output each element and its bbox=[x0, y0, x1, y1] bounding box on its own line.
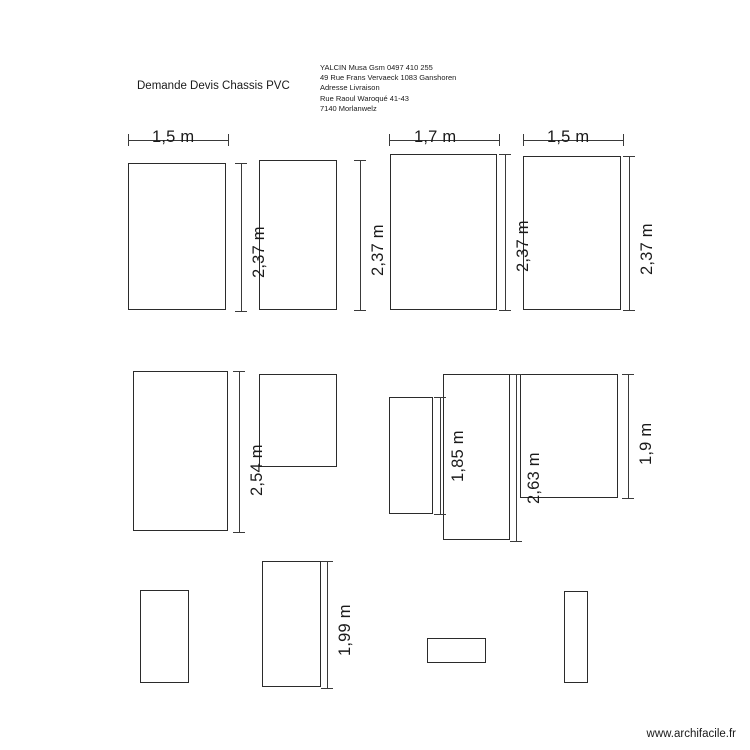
dimension-tick bbox=[622, 374, 634, 375]
dimension-line-v4 bbox=[629, 156, 630, 310]
dimension-label-h1: 1,5 m bbox=[152, 128, 195, 146]
dimension-tick bbox=[235, 163, 247, 164]
dimension-label-v8: 1,9 m bbox=[637, 422, 655, 465]
dimension-line-v2 bbox=[360, 160, 361, 310]
dimension-tick bbox=[523, 134, 524, 146]
contact-block bbox=[320, 63, 456, 114]
dimension-label-v7: 2,63 m bbox=[525, 452, 543, 504]
contact-line-4: Rue Raoul Waroqué 41-43 bbox=[320, 93, 409, 103]
dimension-line-v5 bbox=[239, 371, 240, 532]
page-title: Demande Devis Chassis PVC bbox=[137, 80, 290, 92]
dimension-tick bbox=[434, 514, 446, 515]
dimension-tick bbox=[623, 134, 624, 146]
contact-line-5: 7140 Morlanwelz bbox=[320, 103, 377, 113]
dimension-tick bbox=[354, 160, 366, 161]
dimension-tick bbox=[623, 310, 635, 311]
dimension-tick bbox=[233, 532, 245, 533]
window-shape-w12[interactable] bbox=[427, 638, 486, 663]
dimension-label-v9: 1,99 m bbox=[336, 604, 354, 656]
dimension-tick bbox=[128, 134, 129, 146]
dimension-label-v1: 2,37 m bbox=[250, 226, 268, 278]
window-shape-w6[interactable] bbox=[259, 374, 337, 467]
dimension-tick bbox=[622, 498, 634, 499]
dimension-tick bbox=[499, 154, 511, 155]
window-shape-w7[interactable] bbox=[389, 397, 433, 514]
window-shape-w10[interactable] bbox=[140, 590, 189, 683]
dimension-line-v8 bbox=[628, 374, 629, 498]
window-shape-w13[interactable] bbox=[564, 591, 588, 683]
dimension-tick bbox=[235, 311, 247, 312]
dimension-tick bbox=[499, 310, 511, 311]
dimension-tick bbox=[321, 688, 333, 689]
dimension-tick bbox=[434, 397, 446, 398]
dimension-label-v5: 2,54 m bbox=[248, 444, 266, 496]
dimension-label-v4: 2,37 m bbox=[638, 223, 656, 275]
dimension-line-v1 bbox=[241, 163, 242, 311]
dimension-tick bbox=[499, 134, 500, 146]
dimension-label-v6: 1,85 m bbox=[449, 430, 467, 482]
dimension-tick bbox=[228, 134, 229, 146]
footer-watermark: www.archifacile.fr bbox=[646, 728, 736, 740]
window-shape-w2[interactable] bbox=[259, 160, 337, 310]
dimension-label-v2: 2,37 m bbox=[369, 224, 387, 276]
dimension-label-v3: 2,37 m bbox=[514, 220, 532, 272]
window-shape-w3[interactable] bbox=[390, 154, 497, 310]
window-shape-w4[interactable] bbox=[523, 156, 621, 310]
dimension-tick bbox=[389, 134, 390, 146]
contact-line-2: 49 Rue Frans Vervaeck 1083 Ganshoren bbox=[320, 73, 457, 83]
contact-line-1: YALCIN Musa Gsm 0497 410 255 bbox=[320, 63, 433, 72]
contact-line-3: Adresse Livraison bbox=[320, 83, 380, 93]
dimension-label-h2: 1,7 m bbox=[414, 128, 457, 146]
window-shape-w1[interactable] bbox=[128, 163, 226, 310]
dimension-tick bbox=[321, 561, 333, 562]
dimension-tick bbox=[510, 541, 522, 542]
dimension-line-v9 bbox=[327, 561, 328, 688]
window-shape-w5[interactable] bbox=[133, 371, 228, 531]
dimension-tick bbox=[623, 156, 635, 157]
dimension-line-v3 bbox=[505, 154, 506, 310]
dimension-tick bbox=[354, 310, 366, 311]
dimension-label-h3: 1,5 m bbox=[547, 128, 590, 146]
dimension-line-v6 bbox=[440, 397, 441, 514]
window-shape-w11[interactable] bbox=[262, 561, 321, 687]
dimension-line-v7 bbox=[516, 374, 517, 541]
dimension-tick bbox=[233, 371, 245, 372]
dimension-tick bbox=[510, 374, 522, 375]
